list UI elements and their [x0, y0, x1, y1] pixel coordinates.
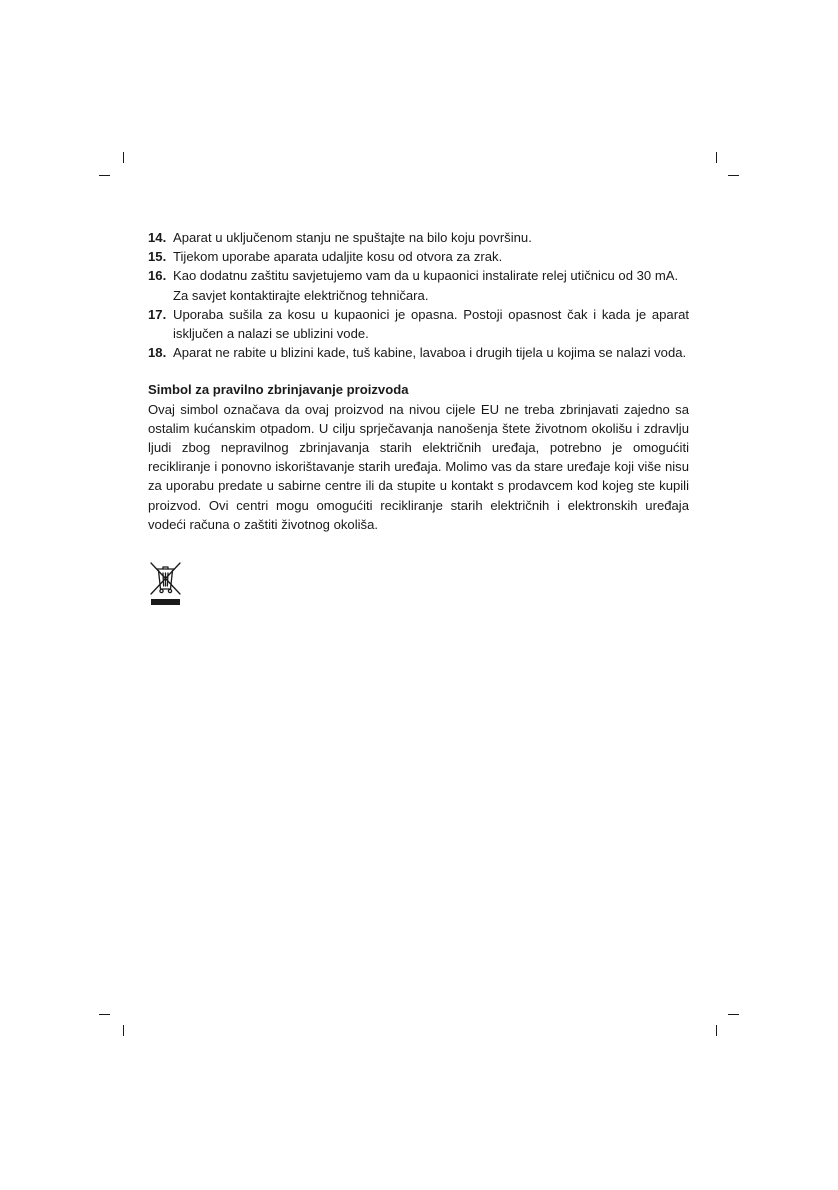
- crop-mark-bottom-right-vertical: [716, 1025, 717, 1036]
- item-text: Uporaba sušila za kosu u kupaonici je opasna. Postoji opasnost čak i kada je aparat isključen a nalazi se ublizini vode.: [173, 306, 689, 342]
- crop-mark-top-left-horizontal: [99, 175, 110, 176]
- list-item: [148, 343, 689, 362]
- crop-mark-bottom-left-vertical: [123, 1025, 124, 1036]
- item-number: 15.: [148, 249, 167, 265]
- disposal-section-title: Simbol za pravilno zbrinjavanje proizvoda: [148, 382, 409, 398]
- item-number: 18.: [148, 345, 167, 361]
- item-number: 14.: [148, 230, 167, 245]
- item-number: 17.: [148, 306, 167, 322]
- safety-instructions-list: [148, 228, 689, 362]
- crop-mark-bottom-left-horizontal: [99, 1014, 110, 1015]
- list-item: [148, 247, 689, 266]
- crop-mark-top-right-vertical: [716, 152, 717, 163]
- page-content: [148, 228, 689, 534]
- item-text: Kao dodatnu zaštitu savjetujemo vam da u kupaonici instalirate relej utičnicu od 30 mA. Za savjet kontaktirajte električnog tehničara.: [173, 268, 679, 303]
- crop-mark-top-left-vertical: [123, 152, 124, 163]
- item-number: 16.: [148, 268, 167, 284]
- item-text: Tijekom uporabe aparata udaljite kosu od otvora za zrak.: [173, 249, 503, 265]
- list-item: [148, 305, 689, 343]
- crop-mark-bottom-right-horizontal: [728, 1014, 739, 1015]
- list-item: [148, 266, 689, 304]
- disposal-section-body: Ovaj simbol označava da ovaj proizvod na nivou cijele EU ne treba zbrinjavati zajedno sa ostalim kućanskim otpadom. U cilju sprječavanja nanošenja štete životnom okolišu i zdravlju ljudi zbog nepravilnog zbrinjavanja starih električnih uređaja, potrebno je omogućiti recikliranje i ponovno iskorištavanje starih uređaja. Molimo vas da stare uređaje koji više nisu za uporabu predate u sabirne centre ili da stupite u kontakt s prodavcem kod kojeg ste kupili proizvod. Ovi centri mogu omogućiti recikliranje starih električnih i elektronskih uređaja vodeći računa o zaštiti životnog okoliša.: [148, 401, 689, 532]
- weee-crossed-bin-icon: [149, 561, 182, 607]
- crop-mark-top-right-horizontal: [728, 175, 739, 176]
- item-text: Aparat u uključenom stanju ne spuštajte na bilo koju površinu.: [173, 230, 532, 245]
- list-item: [148, 228, 689, 247]
- item-text: Aparat ne rabite u blizini kade, tuš kabine, lavaboa i drugih tijela u kojima se nalazi voda.: [173, 345, 687, 361]
